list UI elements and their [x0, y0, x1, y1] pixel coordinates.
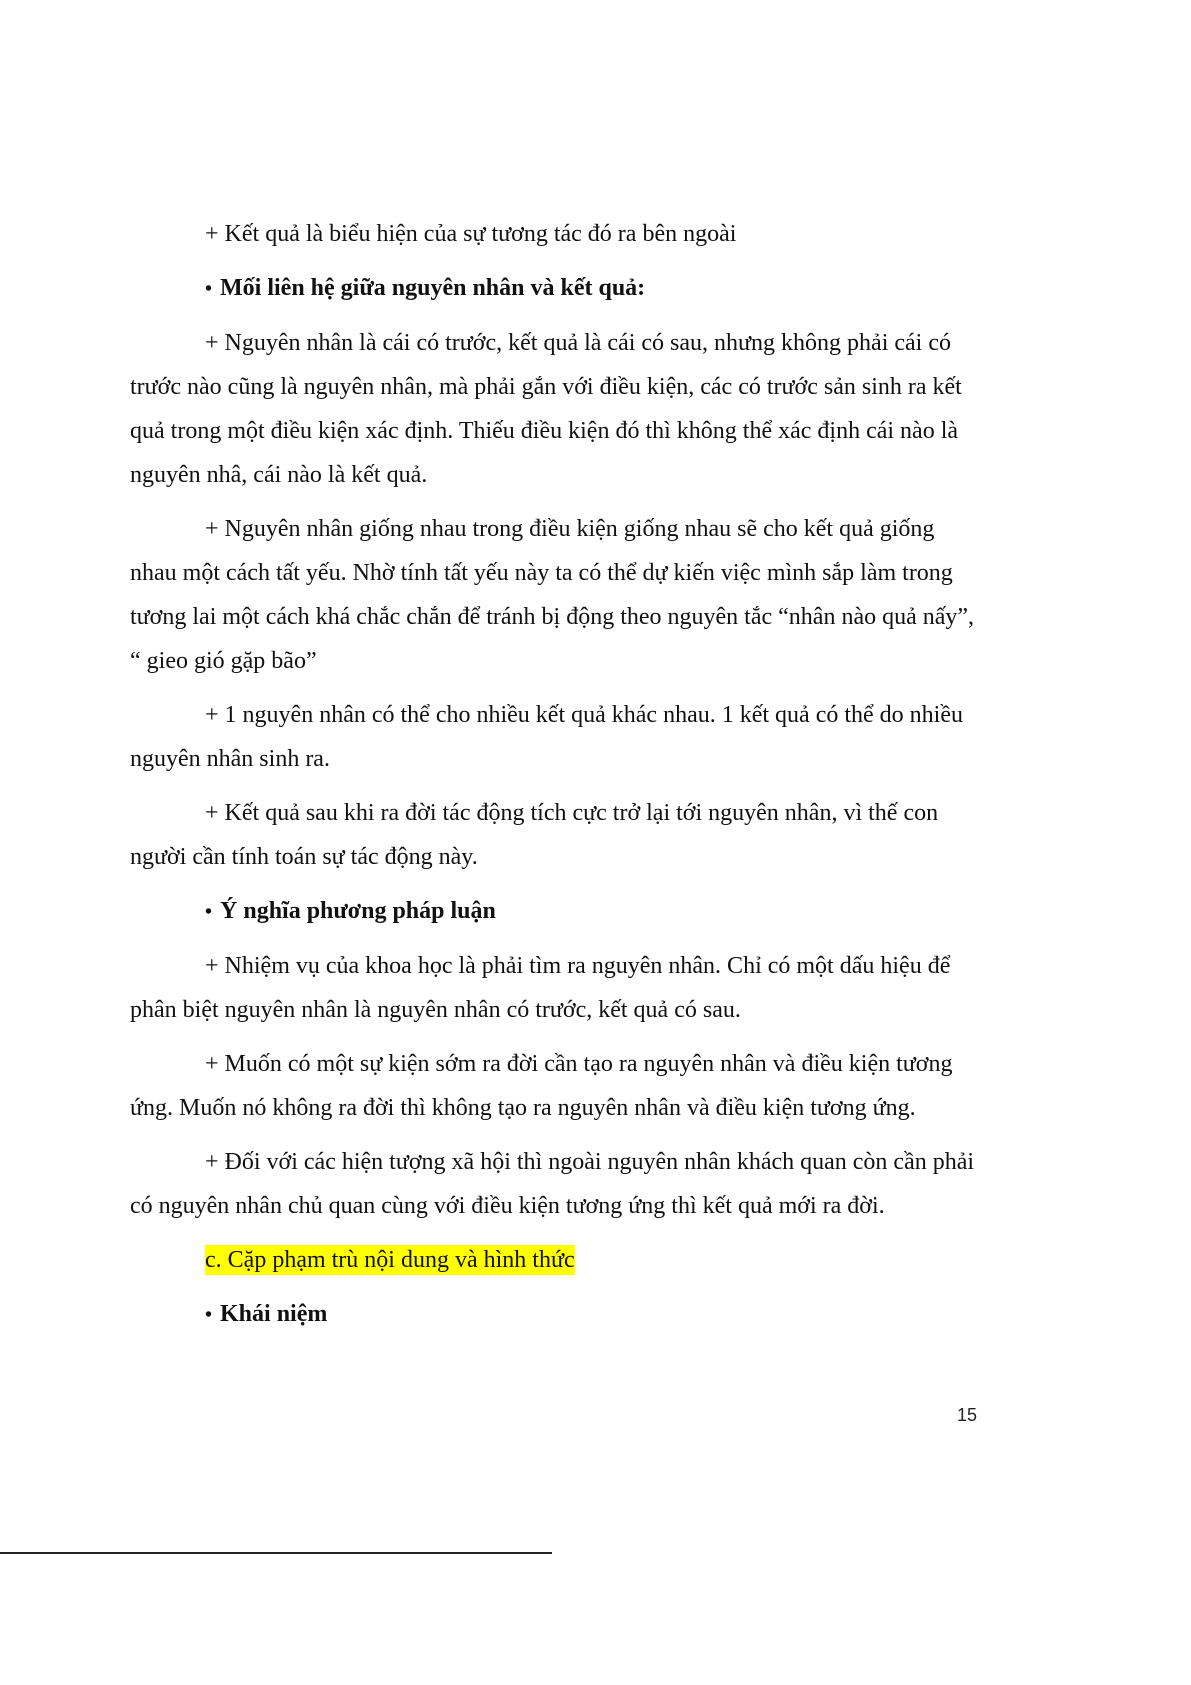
- paragraph-cause-before-effect: + Nguyên nhân là cái có trước, kết quả là cái có sau, nhưng không phải cái có trước nào cũng là nguyên nhân, mà phải gắn với điều kiện, các có trước sản sinh ra kết quả trong một điều kiện xác định. Thiếu điều kiện đó thì không thể xác định cái nào là nguyên nhâ, cái nào là kết quả.: [130, 330, 962, 488]
- paragraph-social-phenomena: + Đối với các hiện tượng xã hội thì ngoài nguyên nhân khách quan còn cần phải có nguyên nhân chủ quan cùng với điều kiện tương ứng thì kết quả mới ra đời.: [130, 1149, 975, 1219]
- paragraph-create-conditions: + Muốn có một sự kiện sớm ra đời cần tạo ra nguyên nhân và điều kiện tương ứng. Muốn nó không ra đời thì không tạo ra nguyên nhân và điều kiện tương ứng.: [130, 1051, 953, 1121]
- section-heading-c: [130, 1238, 980, 1282]
- heading-cause-effect-relation: [130, 266, 980, 311]
- heading-text: Ý nghĩa phương pháp luận: [220, 898, 496, 924]
- bottom-divider: [0, 1552, 552, 1554]
- heading-text: Khái niệm: [220, 1301, 328, 1327]
- bullet-icon: •: [205, 901, 213, 923]
- paragraph-effect-feedback: + Kết quả sau khi ra đời tác động tích cực trở lại tới nguyên nhân, vì thế con người cần tính toán sự tác động này.: [130, 800, 939, 870]
- paragraph-result-expression: + Kết quả là biểu hiện của sự tương tác đó ra bên ngoài: [205, 221, 737, 247]
- heading-methodology: [130, 889, 980, 934]
- paragraph-one-cause-many-effects: + 1 nguyên nhân có thể cho nhiều kết quả khác nhau. 1 kết quả có thể do nhiều nguyên nhân sinh ra.: [130, 702, 963, 772]
- heading-text: Mối liên hệ giữa nguyên nhân và kết quả:: [220, 275, 646, 301]
- heading-concept: [130, 1292, 980, 1337]
- page-content: [130, 212, 980, 1347]
- paragraph-same-cause-same-effect: + Nguyên nhân giống nhau trong điều kiện giống nhau sẽ cho kết quả giống nhau một cách tất yếu. Nhờ tính tất yếu này ta có thể dự kiến việc mình sắp làm trong tương lai một cách khá chắc chắn để tránh bị động theo nguyên tắc “nhân nào quả nấy”, “ gieo gió gặp bão”: [130, 516, 975, 674]
- bullet-icon: •: [205, 278, 213, 300]
- paragraph-science-task: + Nhiệm vụ của khoa học là phải tìm ra nguyên nhân. Chỉ có một dấu hiệu để phân biệt nguyên nhân là nguyên nhân có trước, kết quả có sau.: [130, 953, 951, 1023]
- page-number: 15: [957, 1405, 978, 1425]
- highlighted-section-title: c. Cặp phạm trù nội dung và hình thức: [205, 1247, 575, 1273]
- bullet-icon: •: [205, 1304, 213, 1326]
